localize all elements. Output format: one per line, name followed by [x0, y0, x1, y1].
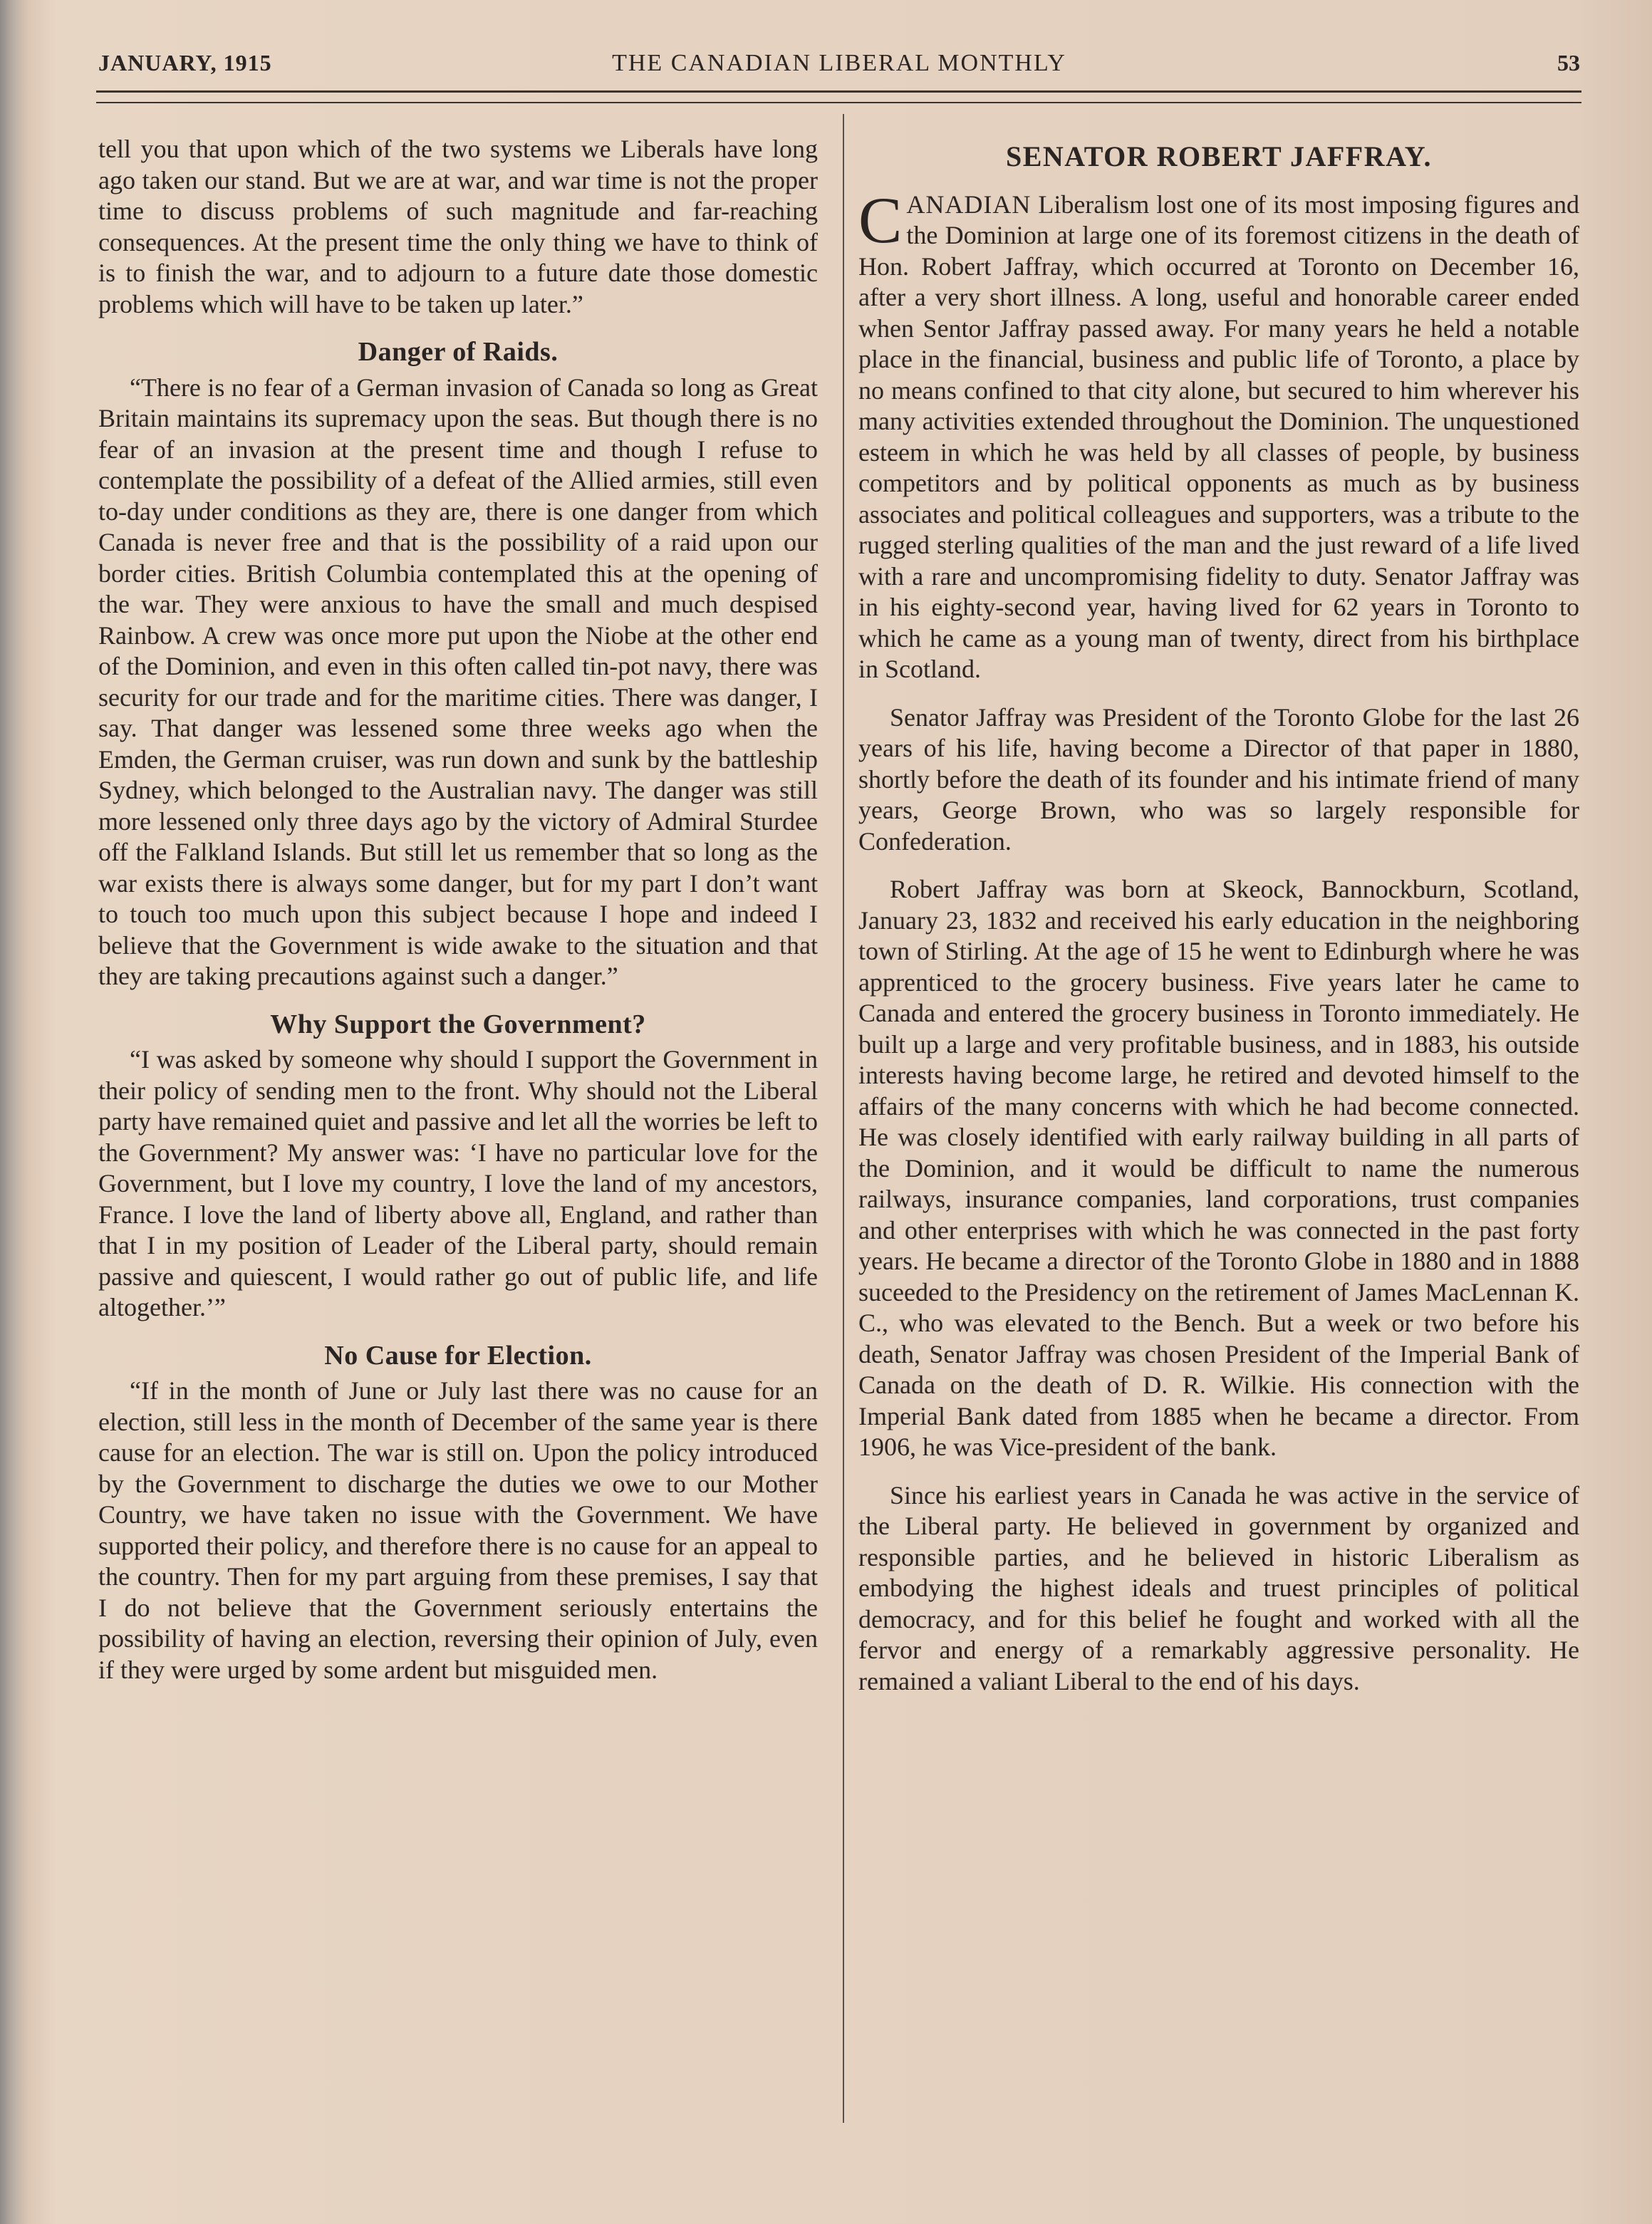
obituary-paragraph-1: [858, 183, 1579, 685]
heading-why-support: Why Support the Government?: [270, 1009, 646, 1039]
intro-paragraph: tell you that upon which of the two systems we Liberals have long ago taken our stand. But we are at war, and war time is not the proper time to discuss problems of such magnitude and far-reaching consequences. At the present time the only thing we have to think of is to finish the war, and to adjourn to a future date those domestic problems which will have to be taken up later.”: [98, 135, 818, 318]
paragraph-1-text: Liberalism lost one of its most imposing figures and the Dominion at large one of its foremost citizens in the death of Hon. Robert Jaffray, which occurred at Toronto on December 16, after a very short illness. A long, useful and honorable career ended when Sentor Jaffray passed away. For many years he held a notable place in the financial, business and public life of Toronto, a place by no means confined to that city alone, but secured to him wherever his many activities extended throughout the Dominion. The unquestioned esteem in which he was held by all classes of people, by business competitors and by political opponents as much as by business associates and political colleagues and supporters, was a tribute to the rugged sterling qualities of the man and the just reward of a life lived with a rare and uncompromising fidelity to duty. Senator Jaffray was in his eighty-second year, having lived for 62 years in Toronto to which he came as a young man of twenty, direct from his birthplace in Scotland.: [858, 189, 1579, 683]
right-column: [858, 141, 1579, 1697]
article-title: SENATOR ROBERT JAFFRAY.: [1005, 140, 1433, 172]
support-paragraph: “I was asked by someone why should I support the Government in their policy of sending men to the front. Why should not the Liberal party have remained quiet and passive and let all the worries be left to the Government? My answer was: ‘I have no particular love for the Government, but I love my country, I love the land of my ancestors, France. I love the land of liberty above all, England, and rather than that I in my position of Leader of the Liberal party, should remain passive and quiescent, I would rather go out of public life, and life altogether.’”: [98, 1045, 818, 1321]
election-paragraph: “If in the month of June or July last there was no cause for an election, still less in the month of December of the same year is there cause for an election. The war is still on. Upon the policy introduced by the Government to discharge the duties we owe to our Mother Country, we have taken no issue with the Government. We have supported their policy, and therefore there is no cause for an appeal to the country. Then for my part arguing from these premises, I say that I do not believe that the Government seriously entertains the possibility of having an election, reversing their opinion of July, even if they were urged by some ardent but misguided men.: [98, 1376, 818, 1684]
obituary-paragraph-4: Since his earliest years in Canada he was active in the service of the Liberal party. He believed in government by organized and responsible parties, and he believed in historic Liberalism as embodying the highest ideals and truest principles of political democracy, and for this belief he fought and worked with all the fervor and energy of a remarkably aggressive personality. He remained a valiant Liberal to the end of his days.: [858, 1480, 1579, 1695]
publication-title: THE CANADIAN LIBERAL MONTHLY: [612, 50, 1066, 76]
issue-date: JANUARY, 1915: [98, 50, 272, 76]
header-rule-top: [96, 90, 1581, 93]
heading-danger-of-raids: Danger of Raids.: [358, 337, 559, 367]
page-header: [98, 50, 1580, 83]
obituary-paragraph-3: Robert Jaffray was born at Skeock, Bannockburn, Scotland, January 23, 1832 and received his early education in the neighboring town of Stirling. At the age of 15 he went to Edinburgh where he was apprenticed to the grocery business. Five years later he came to Canada and entered the grocery business in Toronto immediately. He built up a large and very profitable business, and in 1883, his outside interests having become large, he retired and devoted himself to the affairs of the many concerns with which he had become connected. He was closely identified with early railway building in all parts of the Dominion, and it would be difficult to name the numerous railways, insurance companies, land corporations, trust companies and other enterprises with which he was connected in the past forty years. He became a director of the Toronto Globe in 1880 and in 1888 suceeded to the Presidency on the retirement of James MacLennan K. C., who was elevated to the Bench. But a week or two before his death, Senator Jaffray was chosen President of the Imperial Bank of Canada on the death of D. R. Wilkie. His connection with the Imperial Bank dated from 1885 when he became a director. From 1906, he was Vice-president of the bank.: [858, 875, 1579, 1461]
raids-paragraph: “There is no fear of a German invasion of Canada so long as Great Britain maintains its supremacy upon the seas. But though there is no fear of an invasion at the present time and though I refuse to contemplate the possibility of a defeat of the Allied armies, still even to-day under conditions as they are, there is one danger from which Canada is never free and that is the possibility of a raid upon our border cities. British Columbia contemplated this at the opening of the war. They were anxious to have the small and much despised Rainbow. A crew was once more put upon the Niobe at the other end of the Dominion, and even in this often called tin-pot navy, there was security for our trade and for the maritime cities. There was danger, I say. That danger was lessened some three weeks ago when the Emden, the German cruiser, was run down and sunk by the battleship Sydney, which belonged to the Australian navy. The danger was still more lessened only three days ago by the victory of Admiral Sturdee off the Falkland Islands. But still let us remember that so long as the war exists there is always some danger, but for my part I don’t want to touch too much upon this subject because I hope and indeed I believe that the Government is wide awake to the situation and that they are taking precautions against such a danger.”: [98, 373, 818, 990]
page-number: 53: [1557, 50, 1580, 76]
first-word: ANADIAN: [906, 189, 1032, 219]
heading-no-cause-election: No Cause for Election.: [324, 1340, 592, 1371]
obituary-paragraph-2: Senator Jaffray was President of the Toronto Globe for the last 26 years of his life, having become a Director of that paper in 1880, shortly before the death of its founder and his intimate friend of many years, George Brown, who was so largely responsible for Confederation.: [858, 702, 1579, 856]
drop-cap: C: [858, 183, 903, 256]
column-divider: [843, 114, 844, 2123]
header-rule-bottom: [96, 102, 1581, 103]
left-column: [98, 134, 818, 1685]
